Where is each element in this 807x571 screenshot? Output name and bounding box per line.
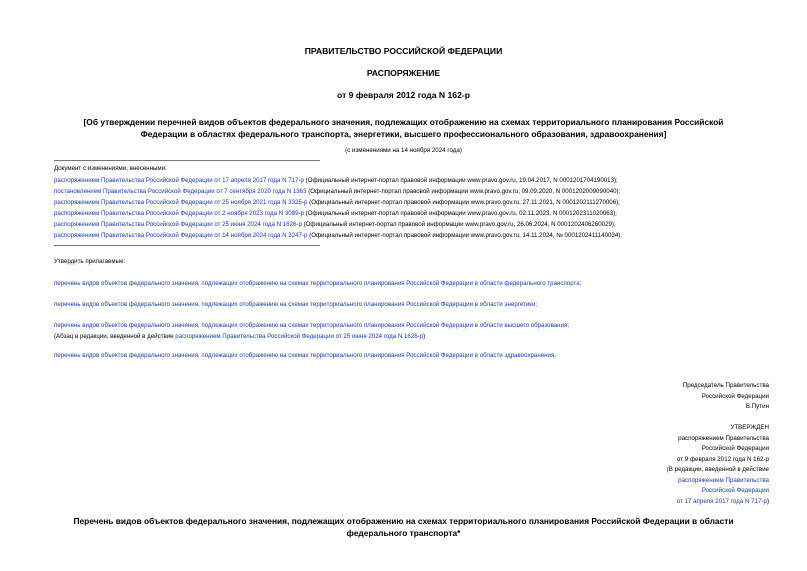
change-source: (Официальный интернет-портал правовой информации www.pravo.gov.ru, 09.09.2020, N 0001202009090040); [306, 188, 621, 195]
approved-heading: УТВЕРЖДЕН [730, 424, 769, 431]
change-source: (Официальный интернет-портал правовой информации www.pravo.gov.ru, 14.11.2024, № 0001202411140034). [307, 232, 623, 239]
government-heading: ПРАВИТЕЛЬСТВО РОССИЙСКОЙ ФЕДЕРАЦИИ [304, 46, 503, 56]
approved-line: (В редакции, введенной в действие [666, 466, 769, 473]
document-title [60, 116, 747, 140]
change-source: (Официальный интернет-портал правовой информации www.pravo.gov.ru, 02.11.2023, N 0001202311020063); [304, 210, 617, 217]
change-link[interactable]: распоряжением Правительства Российской Федерации от 25 ноября 2021 года N 3325-р [54, 199, 308, 206]
change-item [54, 221, 807, 228]
approved-link[interactable]: от 17 апреля 2017 года N 717-р [676, 497, 767, 505]
change-link[interactable]: постановлением Правительства Российской Федерации от 7 сентября 2020 года N 1363 [54, 188, 307, 195]
list-item-education-note [54, 333, 807, 340]
signature-line: Председатель Правительства [682, 382, 769, 389]
note-link[interactable]: распоряжением Правительства Российской Федерации от 25 июня 2024 года N 1626-р [175, 333, 424, 340]
list-title [40, 515, 767, 539]
approved-block [549, 423, 769, 507]
document-type: РАСПОРЯЖЕНИЕ [366, 68, 441, 78]
note-prefix: (Абзац в редакции, введенной в действие [54, 333, 176, 340]
document-title-line: [Об утверждении перечней видов объектов федерального значения, подлежащих отображению на схемах территориального планирования Российской [83, 117, 724, 127]
signature-name: В.Путин [745, 403, 769, 410]
change-item [54, 232, 807, 239]
list-item-energy[interactable]: перечень видов объектов федерального значения, подлежащих отображению на схемах территориального планирования Российской Федерации в области энергетики; [54, 301, 538, 308]
change-item [54, 210, 807, 217]
approved-line: Российской Федерации [701, 445, 769, 452]
approved-line: от 9 февраля 2012 года N 162-р [676, 455, 769, 463]
approved-link[interactable]: распоряжением Правительства [678, 476, 769, 484]
change-link[interactable]: распоряжением Правительства Российской Федерации от 14 ноября 2024 года N 3247-р [54, 232, 308, 239]
approved-suffix: ) [766, 497, 769, 505]
revision-note: (с изменениями на 14 ноября 2024 года) [345, 147, 462, 154]
signature-block [549, 381, 769, 413]
document-title-line: Федерации в областях федерального транспорта, энергетики, высшего профессионального образования, здравоохранения] [140, 129, 667, 139]
list-title-line: Перечень видов объектов федерального значения, подлежащих отображению на схемах территориального планирования Российской Федерации в области [73, 516, 734, 526]
list-item-healthcare[interactable]: перечень видов объектов федерального значения, подлежащих отображению на схемах территориального планирования Российской Федерации в области здравоохранения. [54, 352, 557, 359]
document-date-number: от 9 февраля 2012 года N 162-р [337, 90, 470, 100]
list-item-transport[interactable]: перечень видов объектов федерального значения, подлежащих отображению на схемах территориального планирования Российской Федерации в области федерального транспорта; [54, 280, 582, 287]
list-item-education[interactable]: перечень видов объектов федерального значения, подлежащих отображению на схемах территориального планирования Российской Федерации в области высшего образования; [54, 322, 570, 329]
divider-bottom [54, 245, 320, 246]
changes-intro: Документ с изменениями, внесенными: [54, 165, 167, 172]
change-item [54, 177, 807, 184]
approved-link[interactable]: Российской Федерации [701, 487, 769, 494]
change-link[interactable]: распоряжением Правительства Российской Федерации от 17 апреля 2017 года N 717-р [54, 177, 304, 184]
approved-line: распоряжением Правительства [678, 434, 769, 442]
approved-link-line [549, 497, 769, 508]
list-title-line: федерального транспорта* [346, 528, 461, 538]
approve-text: Утвердить прилагаемые: [54, 258, 126, 265]
change-source: (Официальный интернет-портал правовой информации www.pravo.gov.ru, 19.04.2017, N 0001201704190013); [303, 177, 618, 184]
note-suffix: ) [423, 333, 426, 340]
change-link[interactable]: распоряжением Правительства Российской Федерации от 25 июня 2024 года N 1626-р [54, 221, 302, 228]
change-item [54, 188, 807, 195]
signature-line: Российской Федерации [701, 392, 769, 400]
change-source: (Официальный интернет-портал правовой информации www.pravo.gov.ru, 27.11.2021, N 0001202111270006); [307, 199, 620, 206]
change-item [54, 199, 807, 206]
change-link[interactable]: распоряжением Правительства Российской Федерации от 2 ноября 2023 года N 3089-р [54, 210, 305, 217]
change-source: (Официальный интернет-портал правовой информации www.pravo.gov.ru, 26.06.2024, N 0001202406260029); [301, 221, 616, 228]
divider-top [54, 160, 320, 161]
